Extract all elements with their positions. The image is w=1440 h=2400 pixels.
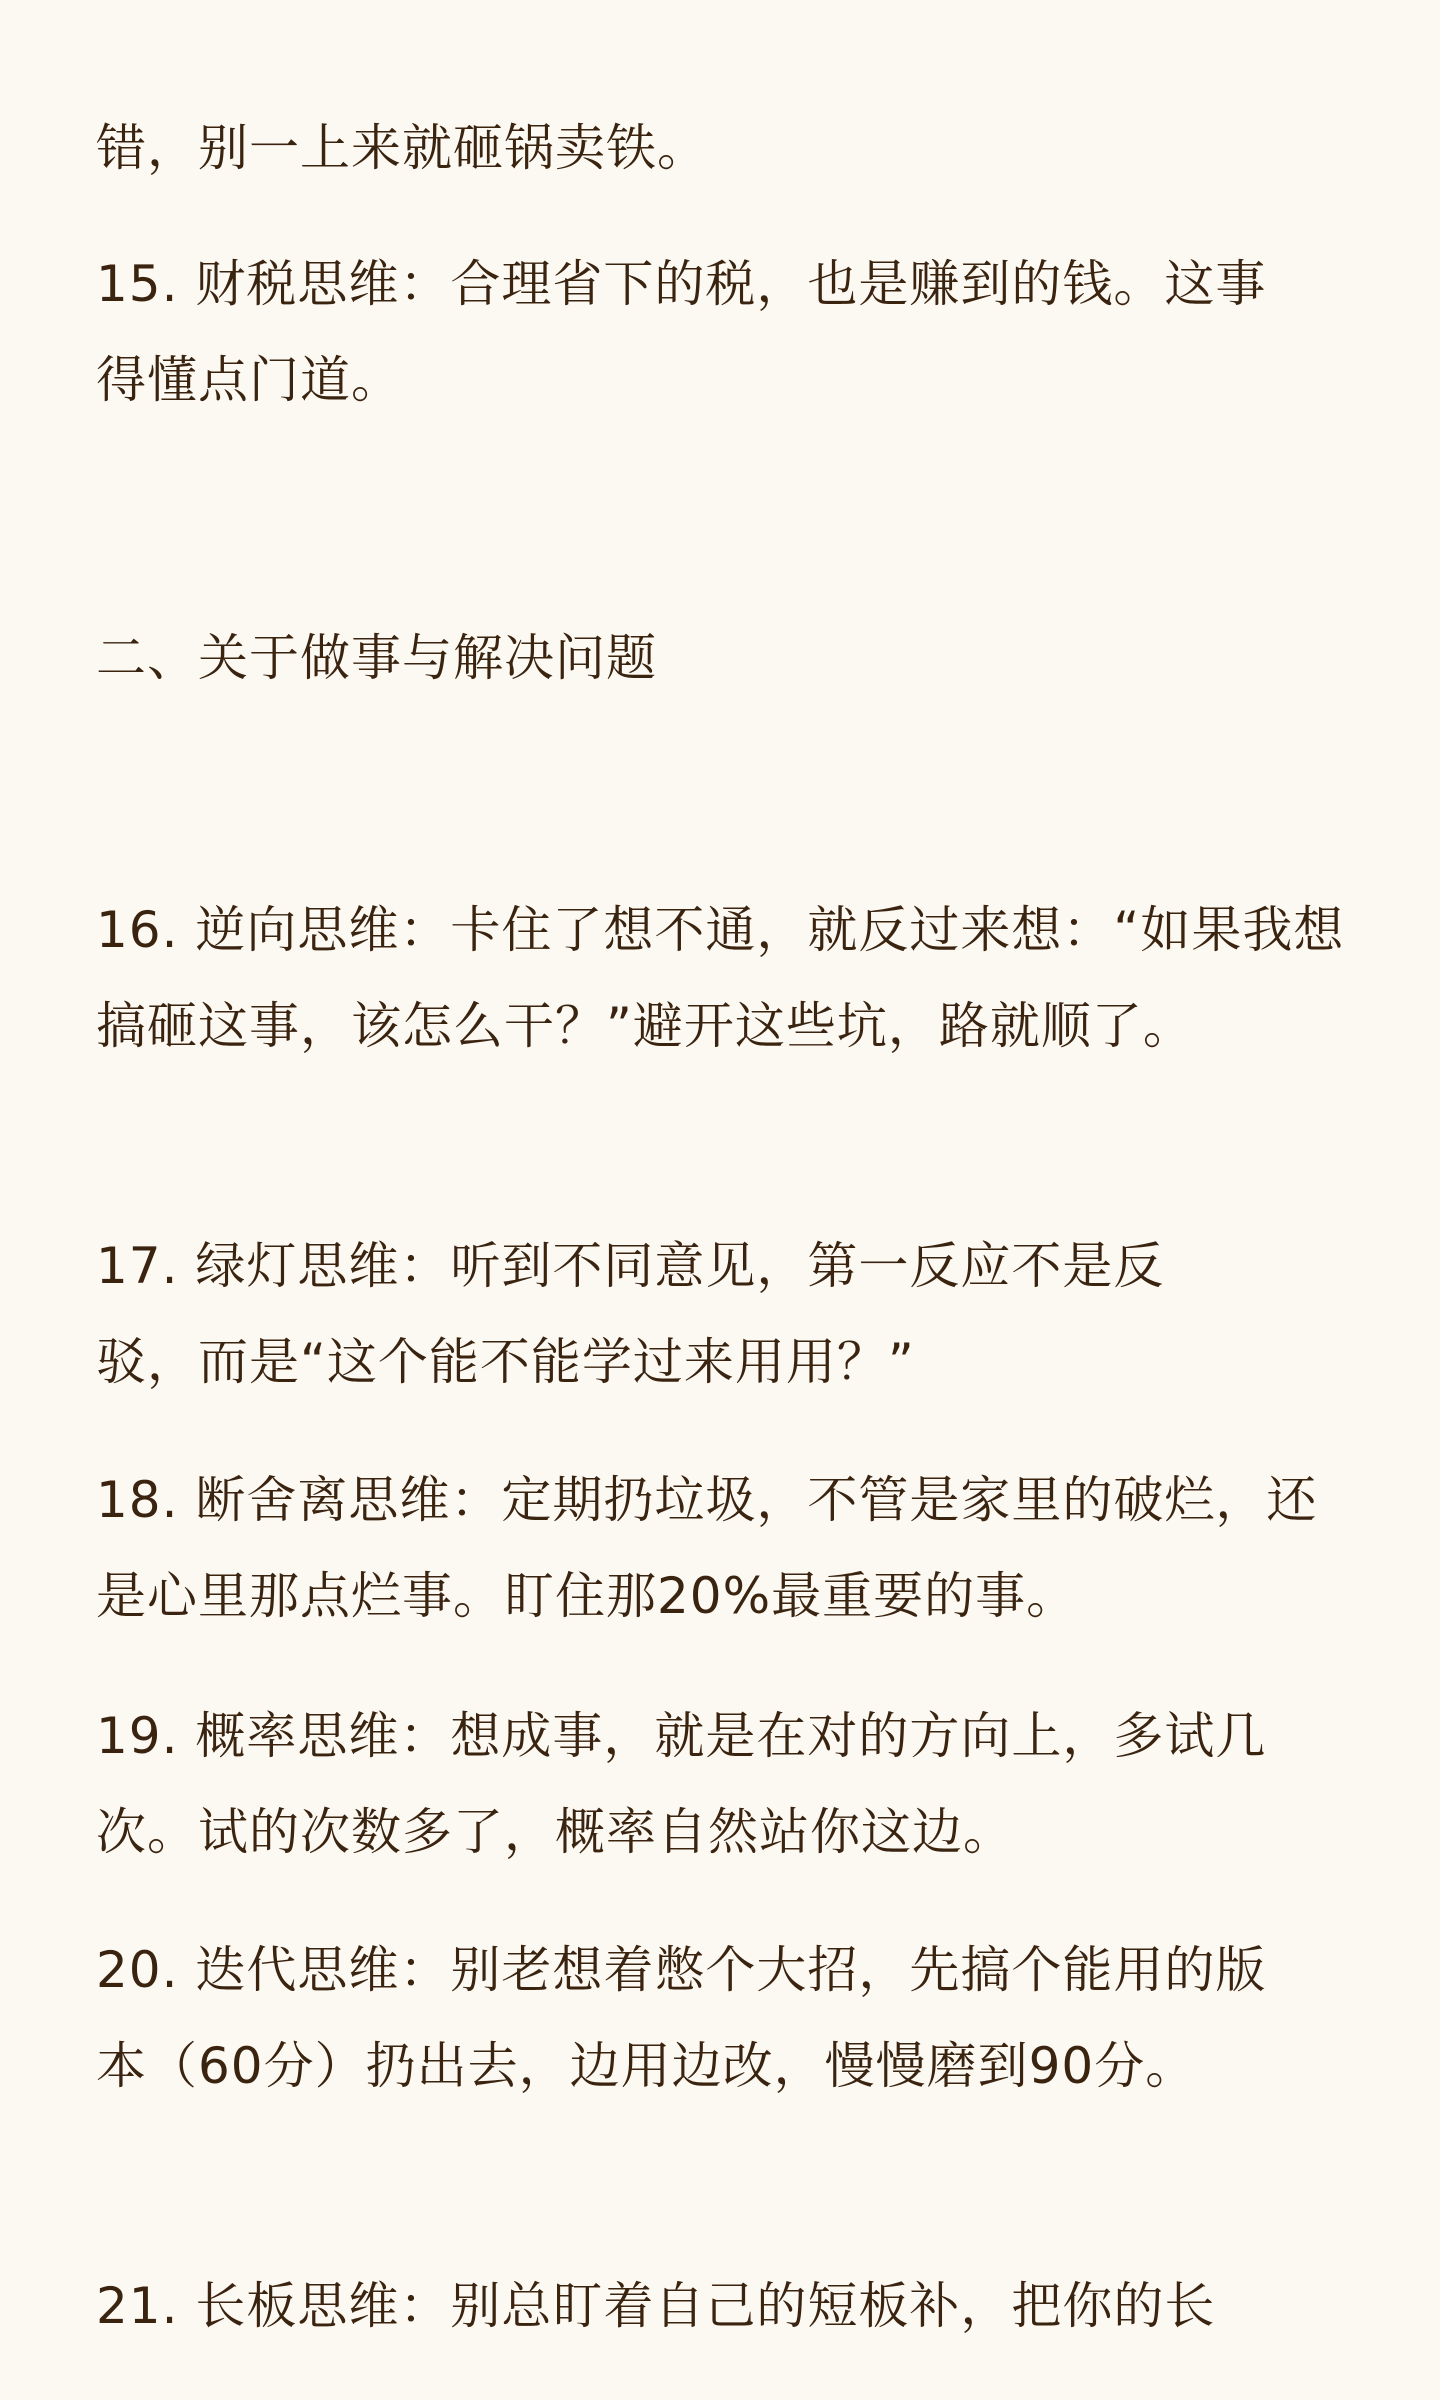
paragraph-20-iteration-thinking: 20. 迭代思维：别老想着憋个大招，先搞个能用的版本（60分）扔出去，边用边改，慢慢磨到90分。 <box>96 1941 1267 2095</box>
paragraph-continued: 错，别一上来就砸锅卖铁。 <box>96 119 708 177</box>
paragraph-18-declutter-thinking: 18. 断舍离思维：定期扔垃圾，不管是家里的破烂，还是心里那点烂事。盯住那20%最重要的事。 <box>96 1471 1318 1625</box>
paragraph-16-reverse-thinking: 16. 逆向思维：卡住了想不通，就反过来想：“如果我想搞砸这事，该怎么干？”避开这些坑，路就顺了。 <box>96 901 1345 1055</box>
paragraph-21-strength-thinking: 21. 长板思维：别总盯着自己的短板补，把你的长 <box>96 2277 1216 2335</box>
paragraph-15-tax-thinking: 15. 财税思维：合理省下的税，也是赚到的钱。这事得懂点门道。 <box>96 255 1267 409</box>
paragraph-19-probability-thinking: 19. 概率思维：想成事，就是在对的方向上，多试几次。试的次数多了，概率自然站你这边。 <box>96 1707 1267 1861</box>
section-heading: 二、关于做事与解决问题 <box>96 629 657 687</box>
paragraph-17-green-light-thinking: 17. 绿灯思维：听到不同意见，第一反应不是反驳，而是“这个能不能学过来用用？” <box>96 1237 1165 1391</box>
